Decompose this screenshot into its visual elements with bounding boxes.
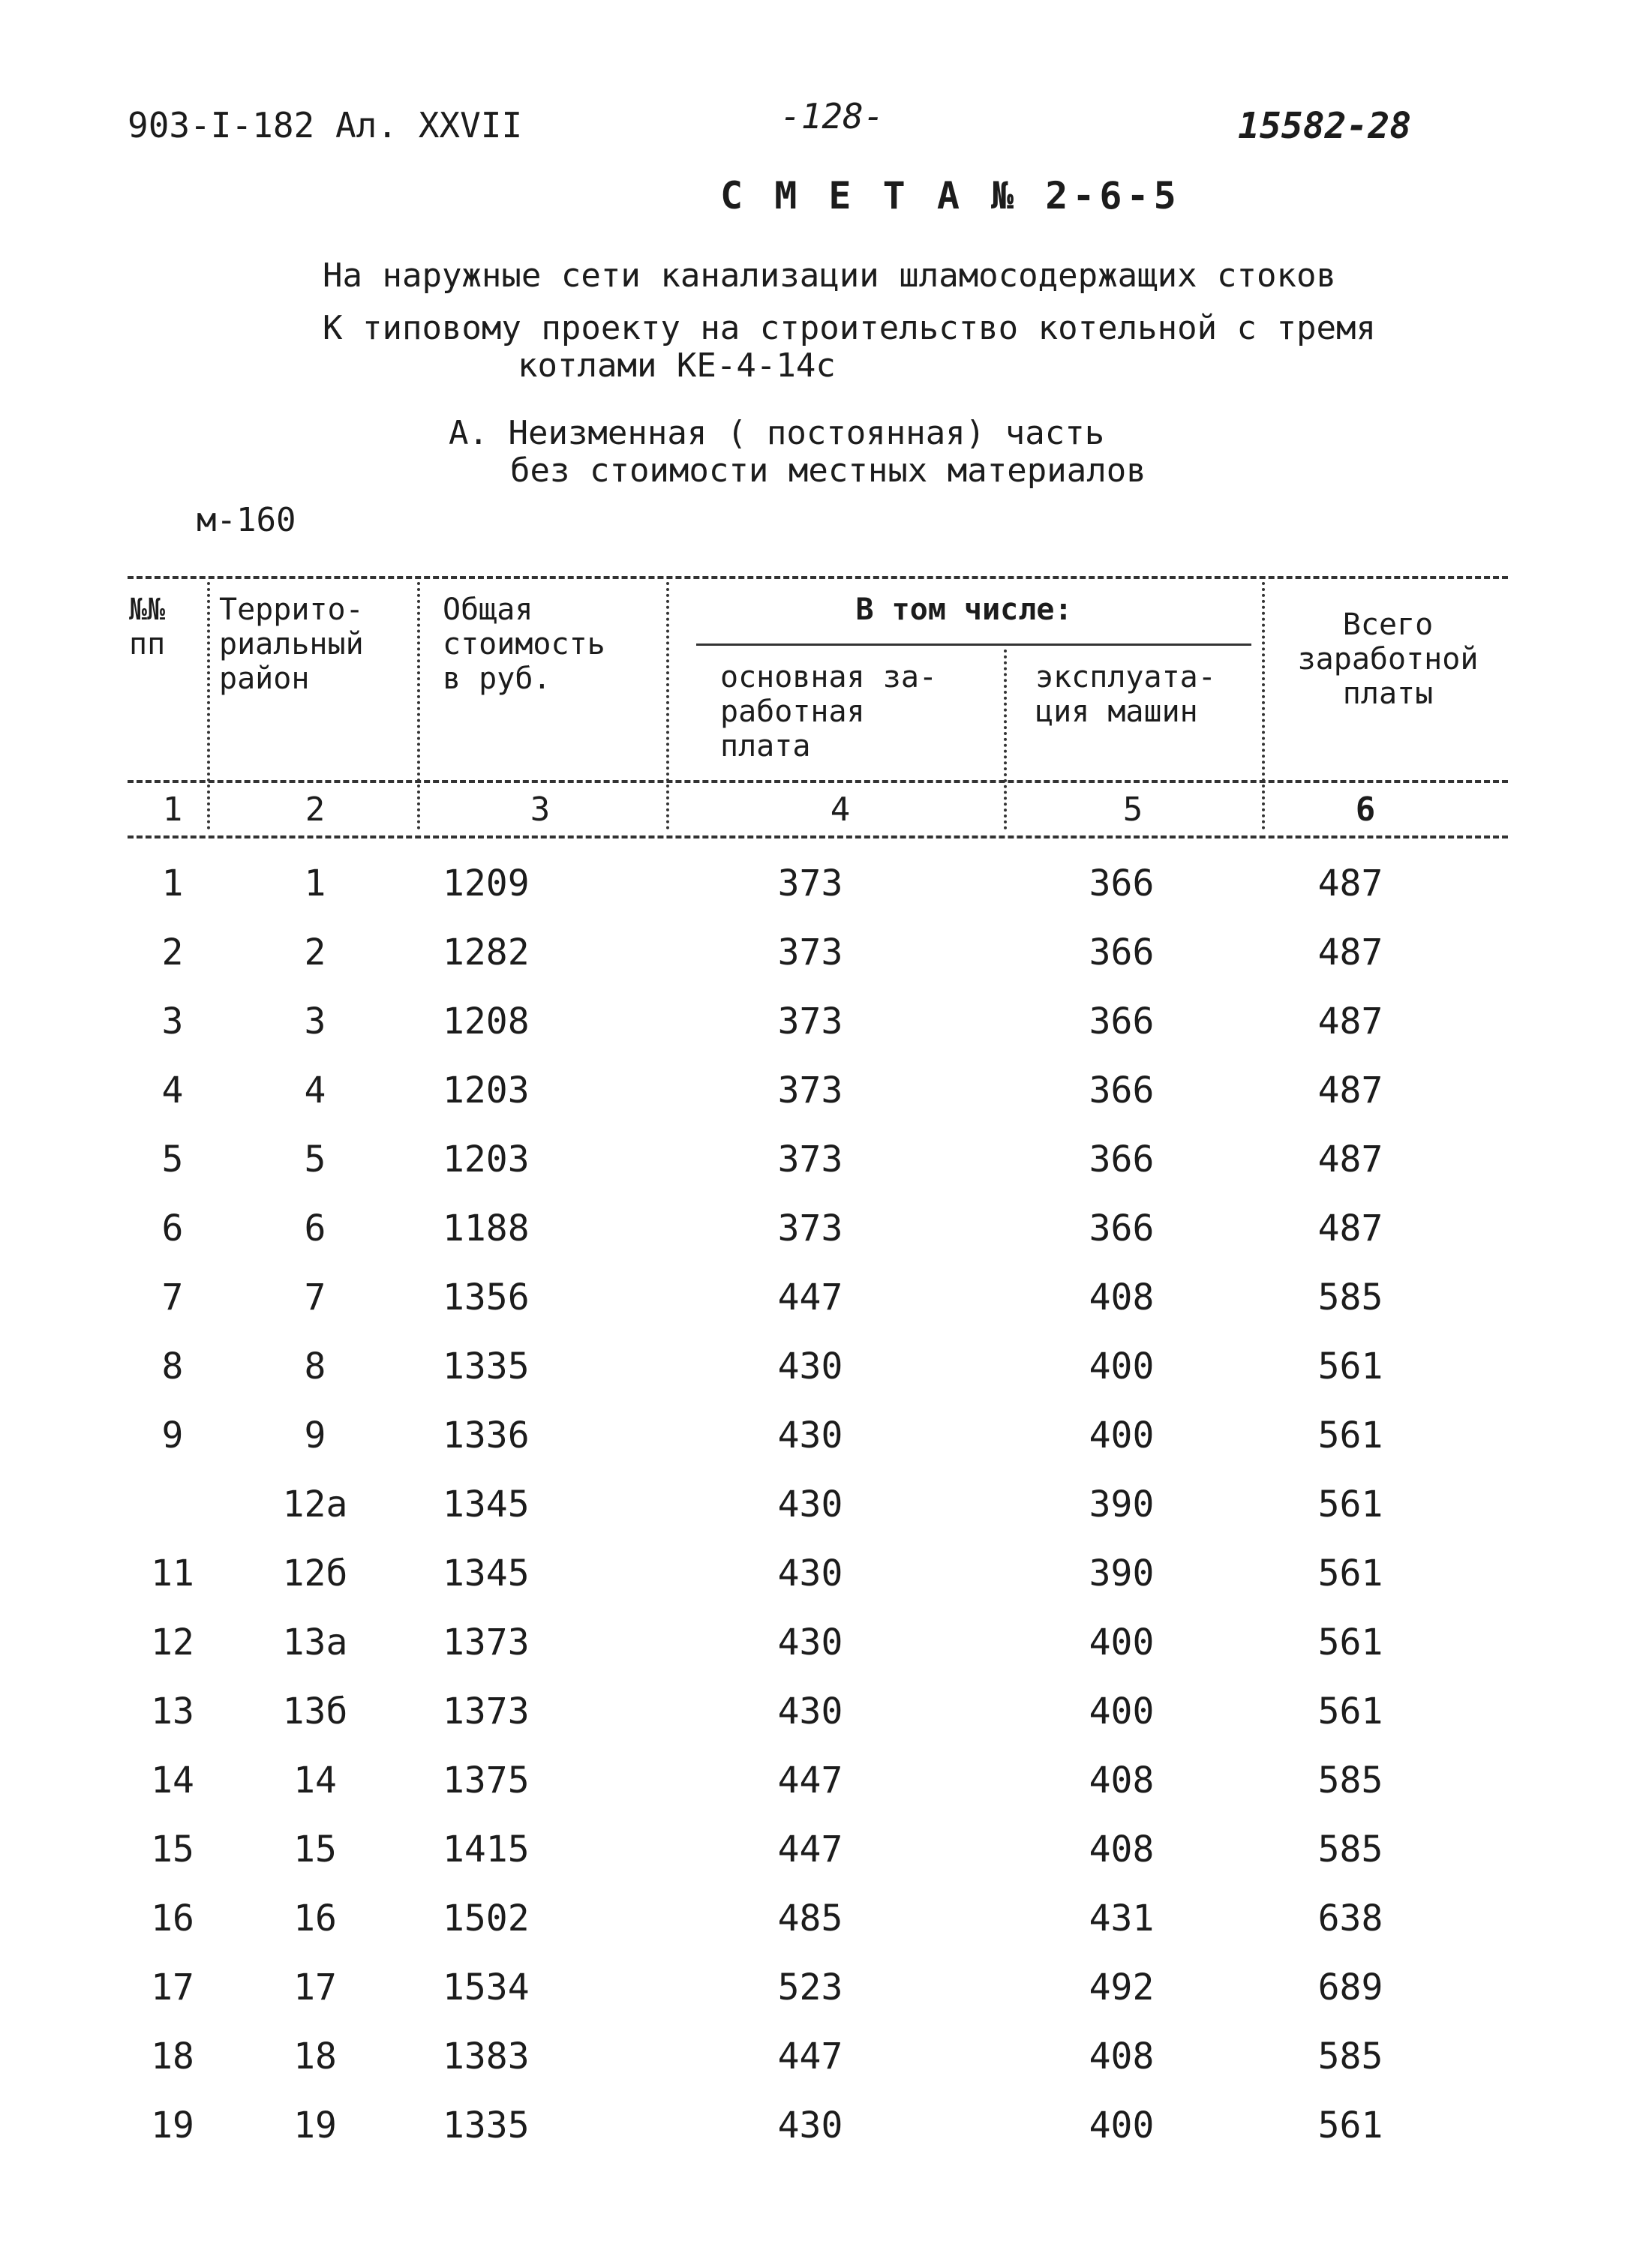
total-cost-cell: 1373 <box>443 1690 530 1732</box>
machine-operation-cell: 366 <box>1089 1138 1155 1180</box>
machine-operation-cell: 366 <box>1089 1070 1155 1112</box>
total-wage-cell: 561 <box>1317 1622 1383 1664</box>
col-divider-3 <box>666 582 669 830</box>
col-divider-4 <box>1004 650 1007 830</box>
header-num: №№ пп <box>129 592 166 662</box>
total-wage-cell: 561 <box>1317 1414 1383 1456</box>
machine-operation-cell: 400 <box>1089 1414 1155 1456</box>
total-cost-cell: 1345 <box>443 1484 530 1526</box>
column-number-4: 4 <box>830 790 851 829</box>
region-cell: 5 <box>304 1138 326 1180</box>
total-wage-cell: 561 <box>1317 1690 1383 1732</box>
column-number-6: 6 <box>1355 790 1376 829</box>
table-row <box>0 1884 1640 1953</box>
region-cell: 13б <box>282 1690 348 1732</box>
total-wage-cell: 689 <box>1317 1966 1383 2008</box>
total-cost-cell: 1209 <box>443 862 530 904</box>
region-cell: 8 <box>304 1346 326 1388</box>
base-wage-cell: 430 <box>777 2104 843 2146</box>
total-wage-cell: 585 <box>1317 1276 1383 1318</box>
base-wage-cell: 447 <box>777 2036 843 2078</box>
region-cell: 6 <box>304 1208 326 1250</box>
total-cost-cell: 1203 <box>443 1138 530 1180</box>
region-cell: 14 <box>293 1760 337 1802</box>
base-wage-cell: 523 <box>777 1966 843 2008</box>
row-number: 18 <box>151 2036 194 2078</box>
machine-operation-cell: 366 <box>1089 862 1155 904</box>
header-mid-rule <box>128 780 1508 783</box>
total-cost-cell: 1534 <box>443 1966 530 2008</box>
total-cost-cell: 1383 <box>443 2036 530 2078</box>
row-number: 9 <box>161 1414 184 1456</box>
header-top-rule <box>128 576 1508 579</box>
total-wage-cell: 487 <box>1317 1000 1383 1042</box>
machine-operation-cell: 366 <box>1089 1000 1155 1042</box>
base-wage-cell: 373 <box>777 1138 843 1180</box>
base-wage-cell: 373 <box>777 932 843 974</box>
column-number-2: 2 <box>305 790 326 829</box>
machine-operation-cell: 400 <box>1089 1622 1155 1664</box>
row-number: 8 <box>161 1346 184 1388</box>
header-total-wage: Всего заработной платы <box>1297 608 1479 711</box>
total-wage-cell: 487 <box>1317 1138 1383 1180</box>
region-cell: 7 <box>304 1276 326 1318</box>
total-wage-cell: 561 <box>1317 1552 1383 1594</box>
region-cell: 2 <box>304 932 326 974</box>
header-region: Террито- риальный район <box>219 592 364 696</box>
document-code: 903-I-182 Ал. XXVII <box>128 105 523 146</box>
region-cell: 17 <box>293 1966 337 2008</box>
total-wage-cell: 487 <box>1317 1070 1383 1112</box>
base-wage-cell: 447 <box>777 1828 843 1870</box>
row-number: 15 <box>151 1828 194 1870</box>
region-cell: 1 <box>304 862 326 904</box>
total-cost-cell: 1208 <box>443 1000 530 1042</box>
unit-code: м-160 <box>197 501 296 539</box>
total-cost-cell: 1282 <box>443 932 530 974</box>
column-number-5: 5 <box>1122 790 1143 829</box>
table-row <box>0 1815 1640 1884</box>
total-wage-cell: 638 <box>1317 1898 1383 1940</box>
region-cell: 18 <box>293 2036 337 2078</box>
total-cost-cell: 1203 <box>443 1070 530 1112</box>
table-row <box>0 918 1640 987</box>
machine-operation-cell: 431 <box>1089 1898 1155 1940</box>
row-number: 5 <box>161 1138 184 1180</box>
base-wage-cell: 485 <box>777 1898 843 1940</box>
header-total-cost: Общая стоимость в руб. <box>443 592 605 696</box>
page-number: -128- <box>780 96 885 136</box>
row-number: 14 <box>151 1760 194 1802</box>
base-wage-cell: 373 <box>777 1070 843 1112</box>
table-row <box>0 1470 1640 1539</box>
machine-operation-cell: 366 <box>1089 932 1155 974</box>
including-underline <box>696 644 1251 646</box>
total-cost-cell: 1373 <box>443 1622 530 1664</box>
machine-operation-cell: 390 <box>1089 1552 1155 1594</box>
base-wage-cell: 373 <box>777 1208 843 1250</box>
total-cost-cell: 1356 <box>443 1276 530 1318</box>
table-row <box>0 1056 1640 1125</box>
row-number: 4 <box>161 1070 184 1112</box>
row-number: 6 <box>161 1208 184 1250</box>
machine-operation-cell: 492 <box>1089 1966 1155 2008</box>
base-wage-cell: 430 <box>777 1690 843 1732</box>
col-divider-2 <box>417 582 420 830</box>
region-cell: 12а <box>282 1484 348 1526</box>
base-wage-cell: 430 <box>777 1552 843 1594</box>
region-cell: 15 <box>293 1828 337 1870</box>
col-divider-5 <box>1262 582 1265 830</box>
region-cell: 9 <box>304 1414 326 1456</box>
machine-operation-cell: 390 <box>1089 1484 1155 1526</box>
row-number: 11 <box>151 1552 194 1594</box>
row-number: 2 <box>161 932 184 974</box>
row-number: 1 <box>161 862 184 904</box>
total-wage-cell: 561 <box>1317 2104 1383 2146</box>
machine-operation-cell: 408 <box>1089 2036 1155 2078</box>
base-wage-cell: 373 <box>777 862 843 904</box>
subtitle-line-1: На наружные сети канализации шламосодержащих стоков <box>323 256 1337 295</box>
base-wage-cell: 447 <box>777 1276 843 1318</box>
table-row <box>0 1953 1640 2022</box>
total-cost-cell: 1375 <box>443 1760 530 1802</box>
machine-operation-cell: 366 <box>1089 1208 1155 1250</box>
machine-operation-cell: 400 <box>1089 1346 1155 1388</box>
page-title: С М Е Т А № 2-6-5 <box>720 174 1181 218</box>
table-row <box>0 1125 1640 1194</box>
base-wage-cell: 447 <box>777 1760 843 1802</box>
machine-operation-cell: 408 <box>1089 1828 1155 1870</box>
machine-operation-cell: 400 <box>1089 1690 1155 1732</box>
subtitle-line-2: К типовому проекту на строительство котельной с тремя <box>323 309 1376 347</box>
table-row <box>0 1539 1640 1608</box>
total-wage-cell: 585 <box>1317 1760 1383 1802</box>
table-row <box>0 987 1640 1056</box>
table-row <box>0 1194 1640 1263</box>
base-wage-cell: 430 <box>777 1484 843 1526</box>
total-wage-cell: 487 <box>1317 862 1383 904</box>
region-cell: 12б <box>282 1552 348 1594</box>
total-wage-cell: 585 <box>1317 1828 1383 1870</box>
table-row <box>0 1263 1640 1332</box>
region-cell: 3 <box>304 1000 326 1042</box>
row-number: 17 <box>151 1966 194 2008</box>
inventory-number: 15582-28 <box>1238 105 1412 147</box>
total-cost-cell: 1335 <box>443 2104 530 2146</box>
machine-operation-cell: 408 <box>1089 1760 1155 1802</box>
base-wage-cell: 430 <box>777 1622 843 1664</box>
header-base-wage: основная за- работная плата <box>720 660 937 764</box>
total-wage-cell: 487 <box>1317 932 1383 974</box>
header-including: В том числе: <box>855 592 1073 627</box>
table-row <box>0 1677 1640 1746</box>
total-wage-cell: 561 <box>1317 1346 1383 1388</box>
region-cell: 4 <box>304 1070 326 1112</box>
row-number: 16 <box>151 1898 194 1940</box>
row-number: 3 <box>161 1000 184 1042</box>
row-number: 7 <box>161 1276 184 1318</box>
region-cell: 16 <box>293 1898 337 1940</box>
table-row <box>0 2022 1640 2091</box>
table-row <box>0 849 1640 918</box>
total-cost-cell: 1335 <box>443 1346 530 1388</box>
column-number-1: 1 <box>162 790 183 829</box>
base-wage-cell: 430 <box>777 1346 843 1388</box>
part-heading-line-2: без стоимости местных материалов <box>510 452 1146 490</box>
row-number: 19 <box>151 2104 194 2146</box>
total-cost-cell: 1345 <box>443 1552 530 1594</box>
table-row <box>0 1746 1640 1815</box>
total-cost-cell: 1336 <box>443 1414 530 1456</box>
total-cost-cell: 1188 <box>443 1208 530 1250</box>
table-row <box>0 1332 1640 1401</box>
total-wage-cell: 561 <box>1317 1484 1383 1526</box>
subtitle-line-3: котлами КЕ-4-14с <box>518 346 836 385</box>
base-wage-cell: 430 <box>777 1414 843 1456</box>
column-number-3: 3 <box>530 790 551 829</box>
table-row <box>0 1608 1640 1677</box>
region-cell: 13а <box>282 1622 348 1664</box>
table-row <box>0 1401 1640 1470</box>
row-number: 12 <box>151 1622 194 1664</box>
region-cell: 19 <box>293 2104 337 2146</box>
machine-operation-cell: 408 <box>1089 1276 1155 1318</box>
total-cost-cell: 1502 <box>443 1898 530 1940</box>
part-heading-line-1: А. Неизменная ( постоянная) часть <box>449 414 1105 452</box>
total-wage-cell: 487 <box>1317 1208 1383 1250</box>
base-wage-cell: 373 <box>777 1000 843 1042</box>
header-bottom-rule <box>128 836 1508 838</box>
total-cost-cell: 1415 <box>443 1828 530 1870</box>
header-machine-operation: эксплуата- ция машин <box>1035 660 1216 729</box>
total-wage-cell: 585 <box>1317 2036 1383 2078</box>
machine-operation-cell: 400 <box>1089 2104 1155 2146</box>
row-number: 13 <box>151 1690 194 1732</box>
table-row <box>0 2091 1640 2160</box>
